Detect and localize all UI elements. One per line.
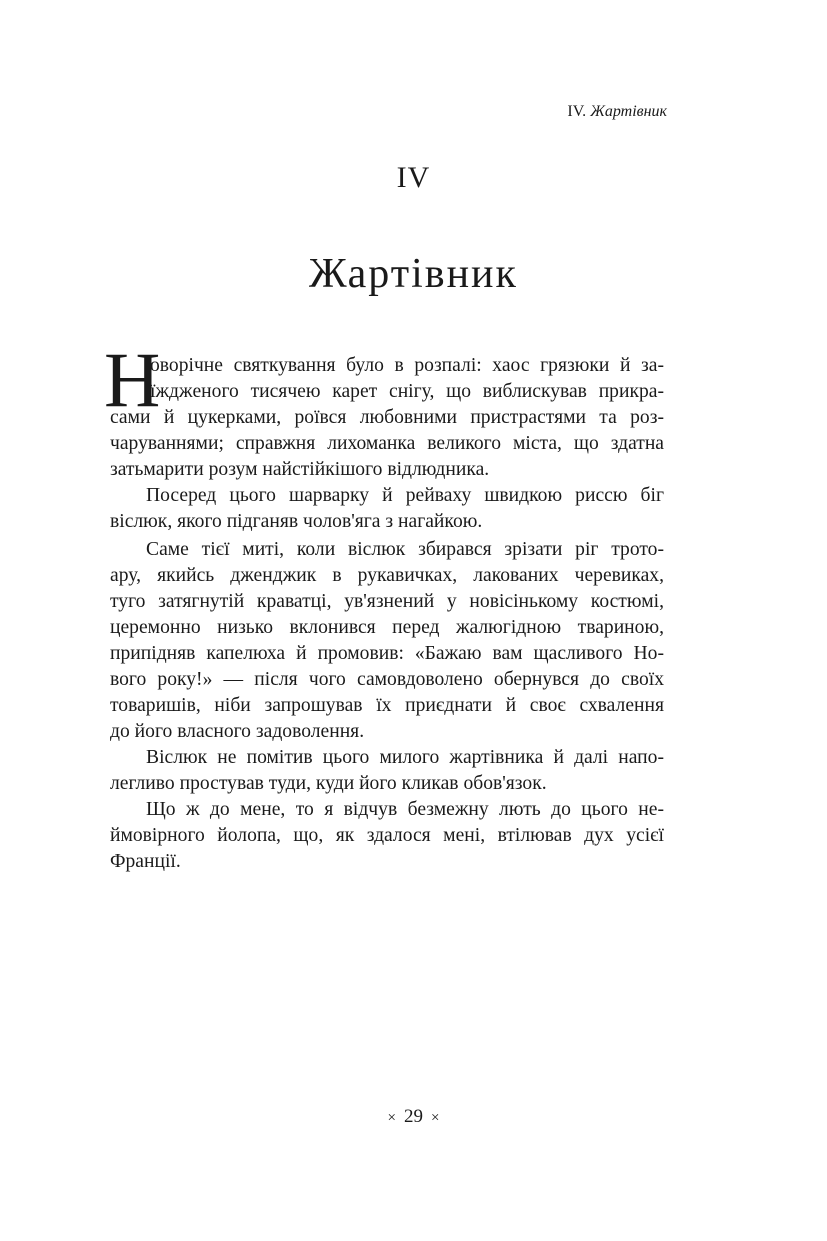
body-line: чаруваннями; справжня лихоманка великого міста, що здатна (110, 433, 664, 454)
body-line: їжджeного тисячею карет снігу, що виблискував прикра- (150, 381, 664, 402)
body-line: сами й цукерками, роївся любовними пристрастями та роз- (110, 407, 664, 428)
body-line: Віслюк не помітив цього милого жартівника й далі напо- (146, 747, 664, 768)
page-number (0, 1104, 827, 1131)
folio-ornament-right: × (431, 1110, 440, 1126)
running-head-chapter-number: IV. (567, 103, 587, 120)
body-line: Саме тієї миті, коли віслюк збирався зрізати ріг трото- (146, 539, 664, 560)
body-line: припідняв капелюха й промовив: «Бажаю вам щасливого Но- (110, 643, 664, 664)
body-line: до його власного задоволення. (110, 721, 365, 742)
running-head-chapter-title: Жартівник (590, 103, 667, 120)
drop-cap: Н (104, 336, 161, 423)
body-line: віслюк, якого підганяв чолов'яга з нагайкою. (110, 511, 483, 532)
body-line: церемонно низько вклонився перед жалюгідною твариною, (110, 617, 664, 638)
chapter-number: IV (396, 161, 431, 194)
body-line: вого року!» — після чого самовдоволено обернувся до своїх (110, 669, 664, 690)
body-line: Франції. (110, 851, 181, 872)
body-line: ймовірного йолопа, що, як здалося мені, втілював дух усієї (110, 825, 664, 846)
folio-ornament-left: × (387, 1110, 396, 1126)
running-head (567, 101, 667, 123)
body-line: туго затягнутій краватці, ув'язнений у новісінькому костюмі, (110, 591, 664, 612)
body-line: легливо простував туди, куди його кликав обов'язок. (110, 773, 547, 794)
body-line: оворічне святкування було в розпалі: хаос грязюки й за- (150, 355, 664, 376)
body-line: ару, якийсь дженджик в рукавичках, лакованих черевиках, (110, 565, 664, 586)
body-line: Посеред цього шарварку й рейваху швидкою риссю біг (146, 485, 664, 506)
body-line: затьмарити розум найстійкішого відлюдника. (110, 459, 490, 480)
body-line: товаришів, ніби запрошував їх приєднати й своє схвалення (110, 695, 664, 716)
folio-number: 29 (404, 1106, 423, 1127)
body-line: Що ж до мене, то я відчув безмежну лють до цього не- (146, 799, 664, 820)
chapter-title: Жартівник (309, 251, 518, 297)
